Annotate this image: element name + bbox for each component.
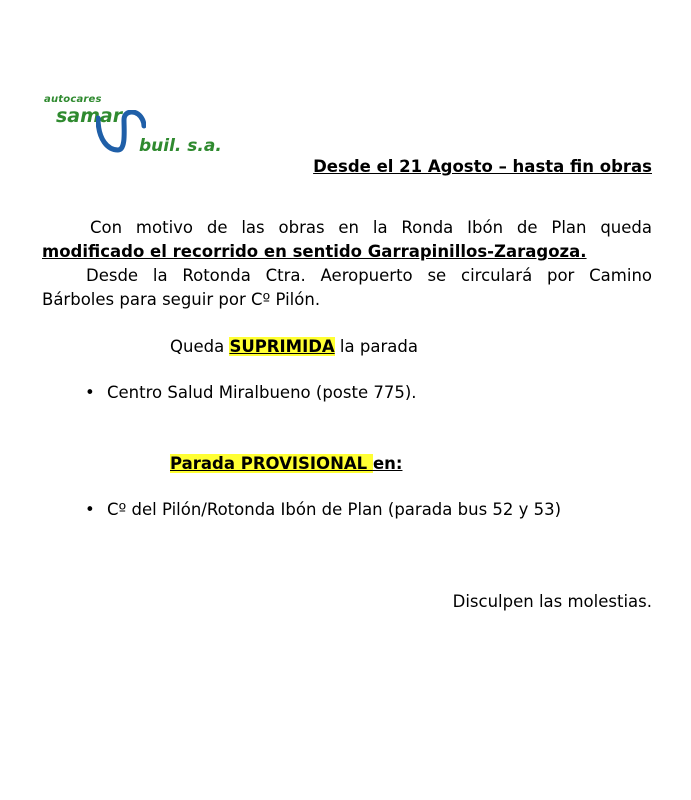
bullet-icon: •: [85, 383, 95, 402]
provisional-highlight: Parada PROVISIONAL: [170, 454, 373, 473]
notice-headline: Desde el 21 Agosto – hasta fin obras: [313, 157, 652, 176]
suppressed-stop-text: Centro Salud Miralbueno (poste 775).: [107, 383, 417, 402]
intro-line-4: Bárboles para seguir por Cº Pilón.: [42, 290, 321, 309]
bullet-icon: •: [85, 500, 95, 519]
provisional-stop-heading: [170, 452, 402, 476]
suppressed-prefix: Queda: [170, 337, 230, 356]
logo-name-right: buil. s.a.: [139, 136, 222, 156]
logo-top-word: autocares: [44, 94, 102, 105]
suppressed-suffix: la parada: [334, 337, 418, 356]
company-logo: [42, 94, 222, 164]
provisional-stop-text: Cº del Pilón/Rotonda Ibón de Plan (parada bus 52 y 53): [107, 500, 562, 519]
suppressed-highlight: SUPRIMIDA: [229, 337, 335, 356]
list-item: [85, 498, 561, 522]
intro-line-2: [42, 240, 652, 264]
closing-apology: Disculpen las molestias.: [452, 592, 652, 611]
provisional-suffix: en:: [372, 454, 403, 473]
route-change-emphasis: modificado el recorrido en sentido Garrapinillos-Zaragoza.: [42, 242, 587, 261]
intro-line-1: Con motivo de las obras en la Ronda Ibón de Plan queda: [90, 218, 652, 237]
suppressed-stop-heading: [170, 335, 418, 359]
list-item: [85, 381, 417, 405]
intro-line-3: Desde la Rotonda Ctra. Aeropuerto se circulará por Camino: [86, 266, 652, 285]
logo-name-left: samar: [56, 105, 123, 127]
